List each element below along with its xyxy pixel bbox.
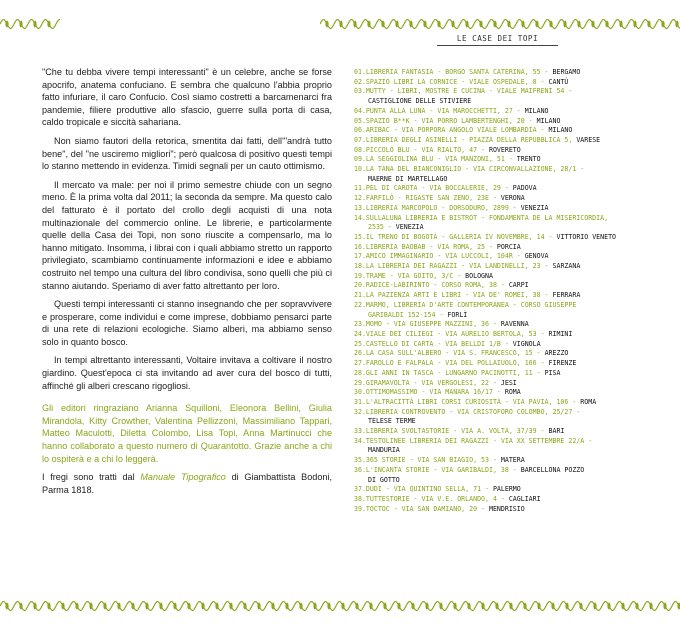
entry-address: 09.LA SEGGIOLINA BLU - VIA MANZONI, 51 - xyxy=(354,155,517,164)
entry-address: 13.LIBRERIA MARCOPOLO - DORSODURO, 2899 - xyxy=(354,203,521,212)
entry-city: SARZANA xyxy=(552,262,581,271)
editorial-column xyxy=(42,66,332,502)
bookstore-entry xyxy=(354,243,666,253)
entry-address: 32.LIBRERIA CONTROVENTO - VIA CRISTOFORO COLOMBO, 25/27 - xyxy=(354,407,581,416)
bookstore-list xyxy=(354,68,666,514)
entry-city: FERRARA xyxy=(552,291,581,300)
entry-address: 33.LIBRERIA SVOLTASTORIE - VIA A. VOLTA, 37/39 - xyxy=(354,427,549,436)
entry-city: PALERMO xyxy=(492,485,521,494)
entry-address: 25.CASTELLO DI CARTA - VIA BELLDI 1/B - xyxy=(354,339,513,348)
entry-address: 05.SPAZIO B**K - VIA PORRO LAMBERTENGHI, 20 - xyxy=(354,116,537,125)
entry-address: 36.L'INCANTA STORIE - VIA GARIBALDI, 38 - xyxy=(354,465,521,474)
entry-address: 35.365 STORIE - VIA SAN BIAGIO, 53 - xyxy=(354,456,501,465)
entry-city: AREZZO xyxy=(544,349,569,358)
entry-address: GARIBALDI 152-154 - xyxy=(368,310,448,319)
bookstore-entry xyxy=(354,301,666,311)
entry-address: 39.TOCTOC - VIA SAN DAMIANO, 20 - xyxy=(354,504,489,513)
entry-city: RAVENNA xyxy=(500,320,529,329)
bookstore-entry xyxy=(354,495,666,505)
entry-address: 14.SULLALUNA LIBRERIA E BISTROT - FONDAMENTA DE LA MISERICORDIA, xyxy=(354,213,609,222)
entry-city: VERONA xyxy=(500,194,525,203)
entry-city: PISA xyxy=(544,368,561,377)
paragraph-2: Non siamo fautori della retorica, smentita dai fatti, dell'"andrà tutto bene", del "ne usciremo migliori"; però qualcosa di positivo questi tempi lo stanno mettendo in evidenza. Timidi segnali per un cauto ottimismo. xyxy=(42,135,332,172)
bookstore-entry xyxy=(354,68,666,78)
entry-city: BARI xyxy=(548,427,565,436)
entry-address: 23.MOMO - VIA GIUSEPPE MAZZINI, 36 - xyxy=(354,320,501,329)
bottom-ornament xyxy=(0,600,680,612)
fregi-note xyxy=(42,471,332,496)
bookstore-entry xyxy=(354,369,666,379)
fregi-post: di Giambattista Bodoni, Parma 1818. xyxy=(42,472,332,495)
bookstore-entry xyxy=(354,485,666,495)
bookstore-entry xyxy=(354,417,666,427)
entry-city: MILANO xyxy=(524,106,549,115)
bookstore-entry xyxy=(354,456,666,466)
bookstore-entry xyxy=(354,320,666,330)
entry-city: ROVERETO xyxy=(488,145,521,154)
bookstore-entry xyxy=(354,146,666,156)
entry-address: 24.VIALE DEI CILIEGI - VIA AURELIO BERTOLA, 53 - xyxy=(354,329,549,338)
entry-city: VITTORIO VENETO xyxy=(556,232,617,241)
entry-city: MILANO xyxy=(536,116,561,125)
entry-address: 21.LA PAZIENZA ARTI E LIBRI - VIA DE' ROMEI, 38 - xyxy=(354,291,553,300)
bookstores-title xyxy=(425,34,570,46)
bookstore-entry xyxy=(354,194,666,204)
entry-address: 10.LA TANA DEL BIANCONIGLIO - VIA CIRCONVALLAZIONE, 28/1 - xyxy=(354,165,585,174)
bookstore-entry xyxy=(354,359,666,369)
bookstore-entry xyxy=(354,291,666,301)
entry-address: 22.MARMO, LIBRERIA D'ARTE CONTEMPORANEA - CORSO GIUSEPPE xyxy=(354,300,577,309)
entry-city: FIRENZE xyxy=(548,359,577,368)
bookstore-entry xyxy=(354,223,666,233)
paragraph-3: Il mercato va male: per noi il primo semestre chiude con un segno meno. È la prima volta dal 2011; la seconda da sempre. Ma questo calo del fatturato è il portato del crollo degli acquisti di una nota multinazionale del commercio online. Le librerie, e particolarmente quelle della Casa dei Topi, non sono riuscite a compensarlo, ma lo hanno mitigato. Insomma, i librai con i quali abbiamo stretto un rapporto privilegiato, scambiamo continuamente informazioni e idee e abbiamo costruito nel tempo una cultura del libro condivisa, sono quelli che più ci stanno aiutando. Speriamo di aver fatto altrettanto per loro. xyxy=(42,179,332,291)
entry-address: 06.ARIBAC - VIA PORPORA ANGOLO VIALE LOMBARDIA - xyxy=(354,126,549,135)
bookstore-entry xyxy=(354,427,666,437)
entry-address: 2535 - xyxy=(368,223,396,232)
entry-address: 30.OTTIMOMASSIMO - VIA MANARA 16/17 - xyxy=(354,388,505,397)
entry-city: JESI xyxy=(500,378,517,387)
entry-city: BERGAMO xyxy=(552,68,581,76)
credits: Gli editori ringraziano Arianna Squilloni, Eleonora Bellini, Giulia Mirandola, Kitty Crowther, Valentina Pellizzoni, Massimiliano Tappari, Matteo Maculotti, Diletta Colombo, Lisa Topi, Anna Martinucci che hanno collaborato a questo numero di Quarantotto. Grazie anche a chi lo ospiterà e a chi lo leggerà. xyxy=(42,403,332,464)
entry-address: 01.LIBRERIA FANTASIA - BORGO SANTA CATERINA, 55 - xyxy=(354,68,553,76)
entry-address: 04.PUNTA ALLA LUNA - VIA MAROCCHETTI, 27 - xyxy=(354,106,525,115)
entry-city: BARCELLONA POZZO xyxy=(520,465,585,474)
bookstore-entry xyxy=(354,126,666,136)
entry-city: CARPI xyxy=(508,281,529,290)
bookstore-entry xyxy=(354,340,666,350)
entry-city: VIGNOLA xyxy=(512,339,541,348)
entry-city: TRENTO xyxy=(516,155,541,164)
entry-city: FORLÌ xyxy=(447,310,468,319)
entry-city: VARESE xyxy=(576,135,601,144)
entry-city: VENEZIA xyxy=(520,203,549,212)
bookstore-entry xyxy=(354,466,666,476)
entry-address: 12.FARFILÒ - RIGASTE SAN ZENO, 23E - xyxy=(354,194,501,203)
entry-city: TELESE TERME xyxy=(368,417,416,426)
entry-address: 19.TRAME - VIA GOITO, 3/C - xyxy=(354,271,466,280)
bookstore-entry xyxy=(354,204,666,214)
entry-city: MENDRISIO xyxy=(488,504,525,513)
entry-address: 02.SPAZIO LIBRI LA CORNICE - VIALE OSPEDALE, 8 - xyxy=(354,77,549,86)
bookstore-entry xyxy=(354,233,666,243)
bookstore-entry xyxy=(354,437,666,447)
entry-address: 26.LA CASA SULL'ALBERO - VIA S. FRANCESCO, 15 - xyxy=(354,349,545,358)
bookstore-entry xyxy=(354,214,666,224)
entry-address: 29.GIRAMAVOLTA - VIA VERGOLESI, 22 - xyxy=(354,378,501,387)
bookstore-entry xyxy=(354,505,666,515)
entry-address: 31.L'ALTRACITTÀ LIBRI CORSI CURIOSITÀ - VIA PAVIA, 106 - xyxy=(354,397,581,406)
bookstore-entry xyxy=(354,155,666,165)
entry-city: MAERNE DI MARTELLAGO xyxy=(368,174,448,183)
bookstore-entry xyxy=(354,87,666,97)
entry-city: RIMINI xyxy=(548,329,573,338)
entry-city: BOLOGNA xyxy=(465,271,493,280)
entry-address: 08.PICCOLO BLU - VIA RIALTO, 47 - xyxy=(354,145,489,154)
entry-city: ROMA xyxy=(504,388,521,397)
bookstore-entry xyxy=(354,281,666,291)
bookstore-entry xyxy=(354,349,666,359)
entry-address: 11.PEL DI CAROTA - VIA BOCCALERIE, 29 - xyxy=(354,184,513,193)
entry-city: ROMA xyxy=(580,397,597,406)
entry-city: PADOVA xyxy=(512,184,537,193)
entry-city: CAGLIARI xyxy=(508,494,541,503)
entry-address: 17.AMICO IMMAGINARIO - VIA LUCCOLI, 104R - xyxy=(354,252,525,261)
entry-city: MANDURIA xyxy=(368,446,400,455)
entry-city: CASTIGLIONE DELLE STIVIERE xyxy=(368,97,472,106)
top-right-ornament xyxy=(320,18,680,30)
bookstore-entry xyxy=(354,408,666,418)
bookstore-entry xyxy=(354,476,666,486)
paragraph-1: "Che tu debba vivere tempi interessanti" è un celebre, anche se forse apocrifo, anatema confuciano. E sembra che qualcuno l'abbia proprio fatto infuriare, il caro Confucio. Così siamo costretti a barcamenarci fra pandemie, filiere produttive allo sfascio, guerre sulla porta di casa, caldo tropicale e siccità sahariana. xyxy=(42,67,332,128)
bookstore-entry xyxy=(354,388,666,398)
bookstore-entry xyxy=(354,379,666,389)
bookstore-entry xyxy=(354,311,666,321)
entry-address: 18.LA LIBRERIA DEI RAGAZZI - VIA LANDINELLI, 23 - xyxy=(354,262,553,271)
fregi-pre: I fregi sono tratti dal xyxy=(42,472,141,483)
entry-address: 07.LIBRERIA DEGLI ASINELLI - PIAZZA DELLA REPUBBLICA 5, xyxy=(354,135,577,144)
entry-address: 03.MUTTY - LIBRI, MOSTRE E CUCINA - VIALE MAIFRENI 54 - xyxy=(354,87,573,96)
entry-address: 20.RADICE-LABIRINTO - CORSO ROMA, 38 - xyxy=(354,281,509,290)
bookstore-entry xyxy=(354,262,666,272)
entry-address: 15.IL TRENO DI BOGOTÀ - GALLERIA IV NOVEMBRE, 14 - xyxy=(354,232,557,241)
bookstore-entry xyxy=(354,78,666,88)
bookstore-entry xyxy=(354,136,666,146)
fregi-title: Manuale Tipografico xyxy=(140,472,226,483)
bookstore-entry xyxy=(354,117,666,127)
entry-address: 38.TUTTESTORIE - VIA V.E. ORLANDO, 4 - xyxy=(354,494,509,503)
entry-city: MATERA xyxy=(500,456,525,465)
entry-address: 27.FAROLLO E FALPALA - VIA DEL POLLAIUOLO, 166 - xyxy=(354,359,549,368)
top-left-ornament xyxy=(0,18,60,30)
bookstores-title-text: LE CASE DEI TOPI xyxy=(456,34,539,43)
bookstore-entry xyxy=(354,398,666,408)
entry-address: 37.DUDI - VIA QUINTINO SELLA, 71 - xyxy=(354,485,493,494)
entry-city: MILANO xyxy=(548,126,573,135)
bookstore-entry xyxy=(354,184,666,194)
entry-city: PORCIA xyxy=(496,242,521,251)
bookstore-entry xyxy=(354,175,666,185)
entry-city: GENOVA xyxy=(524,252,549,261)
entry-city: DI GOTTO xyxy=(368,475,400,484)
title-underline xyxy=(437,45,558,46)
entry-city: CANTÙ xyxy=(548,77,569,86)
entry-address: 28.GLI ANNI IN TASCA - LUNGARNO PACINOTTI, 11 - xyxy=(354,368,545,377)
entry-address: 34.TESTOLINEE LIBRERIA DEI RAGAZZI - VIA XX SETTEMBRE 22/A - xyxy=(354,436,593,445)
bookstore-entry xyxy=(354,446,666,456)
bookstore-entry xyxy=(354,252,666,262)
paragraph-5: In tempi altrettanto interessanti, Voltaire invitava a coltivare il nostro giardino. Quest'epoca ci sta invitando ad aver cura del bosco di tutti, affinché gli alberi crescano rigogliosi. xyxy=(42,355,332,391)
entry-address: 16.LIBRERIA BAOBAB - VIA ROMA, 25 - xyxy=(354,242,497,251)
bookstore-entry xyxy=(354,330,666,340)
bookstore-entry xyxy=(354,165,666,175)
paragraph-4: Questi tempi interessanti ci stanno insegnando che per sopravvivere e prosperare, come individui e come imprese, dobbiamo pensarci parte di una rete di relazioni ecologiche. Siamo alberi, ma abbiamo senso solo in quanto bosco. xyxy=(42,299,332,347)
bookstore-entry xyxy=(354,97,666,107)
bookstore-entry xyxy=(354,272,666,282)
entry-city: VENEZIA xyxy=(395,223,424,232)
bookstore-entry xyxy=(354,107,666,117)
